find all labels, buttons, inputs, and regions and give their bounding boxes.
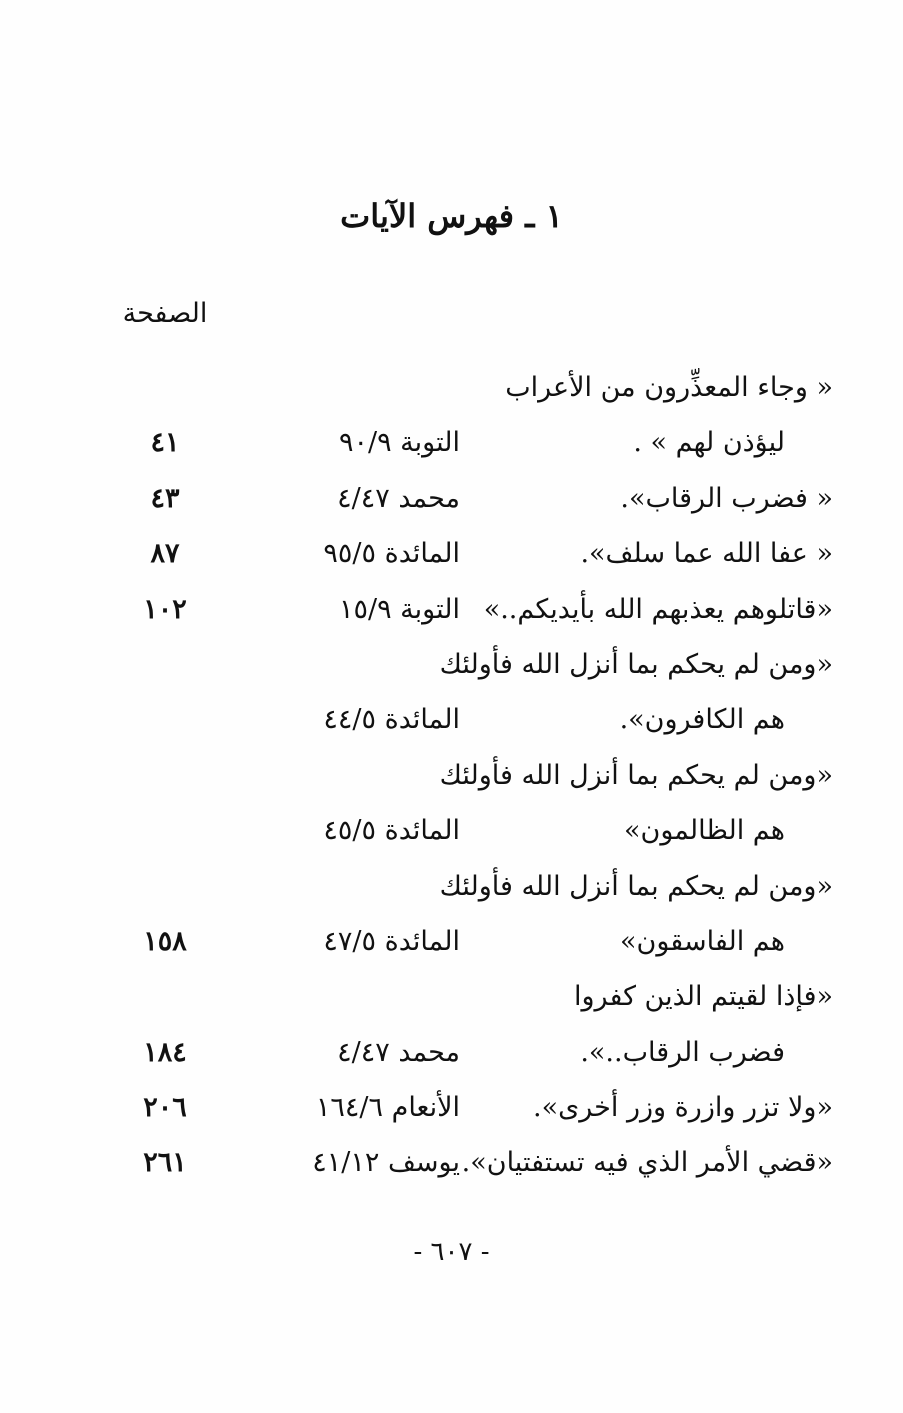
index-row <box>0 803 903 858</box>
page-number-cell: ٤١ <box>150 427 180 459</box>
verse-reference: محمد ٤/٤٧ <box>337 482 460 514</box>
index-row <box>0 1135 903 1190</box>
verse-reference: محمد ٤/٤٧ <box>337 1036 460 1068</box>
verse-reference: المائدة ٤٥/٥ <box>323 815 460 847</box>
page-folio: - ٦٠٧ - <box>413 1237 490 1267</box>
index-row <box>0 914 903 969</box>
verse-reference: المائدة ٤٤/٥ <box>323 704 460 736</box>
page-number-cell: ٢٠٦ <box>143 1092 187 1124</box>
verse-text: «ومن لم يحكم بما أنزل الله فأولئك <box>439 870 833 902</box>
index-row <box>0 637 903 692</box>
index-title: ١ ـ فهرس الآيات <box>340 197 563 235</box>
index-row <box>0 748 903 803</box>
verse-reference: يوسف ٤١/١٢ <box>312 1147 460 1179</box>
page-number-cell <box>100 637 230 692</box>
verse-text: هم الفاسقون» <box>620 925 785 957</box>
verse-reference <box>260 360 460 415</box>
verse-text: «ومن لم يحكم بما أنزل الله فأولئك <box>439 759 833 791</box>
verse-reference: المائدة ٤٧/٥ <box>323 925 460 957</box>
page-number-cell: ١٠٢ <box>143 593 187 625</box>
verse-reference: المائدة ٩٥/٥ <box>323 538 460 570</box>
verse-text: فضرب الرقاب..». <box>580 1036 785 1068</box>
verse-text: « فضرب الرقاب». <box>620 482 833 514</box>
index-row <box>0 360 903 415</box>
verse-text: « وجاء المعذِّرون من الأعراب <box>505 372 833 403</box>
page-number-cell <box>100 748 230 803</box>
page-number-cell <box>100 360 230 415</box>
index-row <box>0 859 903 914</box>
page-number-cell: ١٨٤ <box>143 1036 187 1068</box>
page-number-cell <box>100 859 230 914</box>
index-row <box>0 1025 903 1080</box>
index-row <box>0 471 903 526</box>
page-number-cell <box>100 803 230 858</box>
page-number-cell: ٤٣ <box>150 482 180 514</box>
index-row <box>0 415 903 470</box>
verse-reference: التوبة ٩٠/٩ <box>338 427 460 459</box>
page-column-label: الصفحة <box>122 298 208 329</box>
page-number-cell: ٢٦١ <box>143 1147 187 1179</box>
verse-text: هم الظالمون» <box>623 815 785 847</box>
verse-reference: التوبة ١٥/٩ <box>338 593 460 625</box>
verse-text: «قاتلوهم يعذبهم الله بأيديكم..» <box>483 593 833 625</box>
verse-text: «ولا تزر وازرة وزر أخرى». <box>533 1092 833 1124</box>
page-number-cell <box>100 692 230 747</box>
index-row <box>0 969 903 1024</box>
page-number-cell <box>100 969 230 1024</box>
page-number-cell: ١٥٨ <box>143 925 187 957</box>
verse-reference <box>260 859 460 914</box>
verse-text: ليؤذن لهم » . <box>633 427 785 459</box>
index-row <box>0 526 903 581</box>
index-row <box>0 582 903 637</box>
verse-index-list <box>0 360 903 1191</box>
verse-text: « عفا الله عما سلف». <box>580 538 833 570</box>
verse-text: هم الكافرون». <box>619 704 785 736</box>
verse-text: «فإذا لقيتم الذين كفروا <box>574 981 833 1013</box>
index-row <box>0 692 903 747</box>
verse-text: «قضي الأمر الذي فيه تستفتيان». <box>461 1147 833 1179</box>
verse-reference <box>260 748 460 803</box>
verse-reference <box>260 969 460 1024</box>
index-row <box>0 1080 903 1135</box>
verse-reference: الأنعام ١٦٤/٦ <box>315 1092 460 1124</box>
verse-reference <box>260 637 460 692</box>
verse-text: «ومن لم يحكم بما أنزل الله فأولئك <box>439 648 833 680</box>
page-number-cell: ٨٧ <box>150 538 180 570</box>
